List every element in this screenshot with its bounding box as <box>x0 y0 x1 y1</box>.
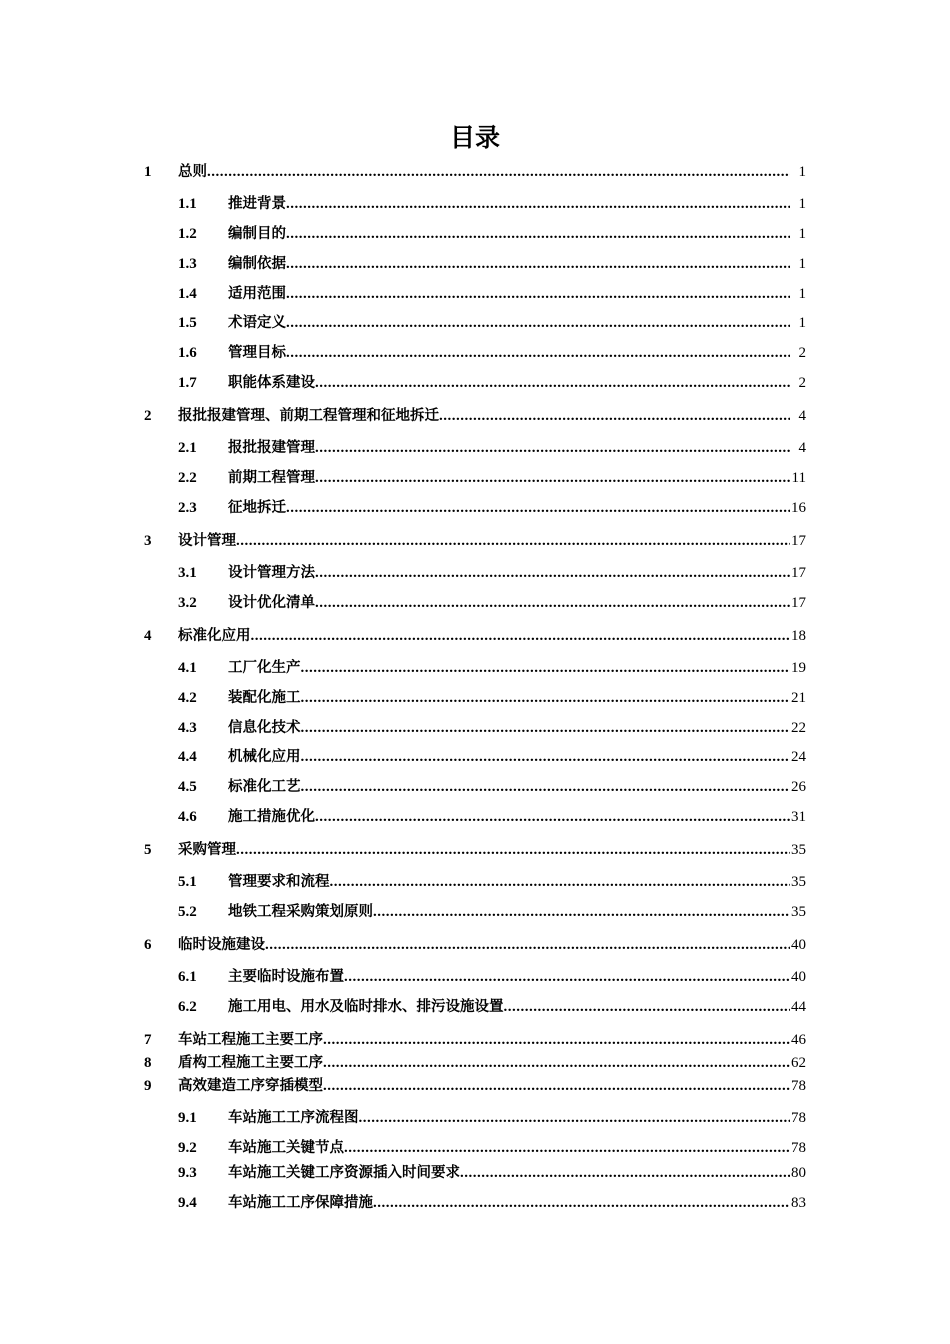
toc-entry-number: 4.1 <box>178 660 197 676</box>
toc-entry-title: 信息化技术 <box>228 720 301 736</box>
toc-entry-title: 适用范围 <box>228 286 286 302</box>
toc-leader-dots <box>439 405 790 427</box>
toc-entry-number: 1.1 <box>178 196 197 212</box>
toc-entry[interactable] <box>0 405 950 427</box>
toc-entry-number: 4.6 <box>178 809 197 825</box>
toc-leader-dots <box>286 223 790 245</box>
toc-entry-number: 1.7 <box>178 375 197 391</box>
toc-entry-number: 2 <box>144 408 152 424</box>
toc-entry-number: 3.1 <box>178 565 197 581</box>
toc-entry-title: 总则 <box>178 164 207 180</box>
toc-entry-page: 31 <box>791 809 806 825</box>
toc-entry[interactable] <box>0 806 950 828</box>
toc-entry-page: 83 <box>791 1195 806 1211</box>
toc-entry[interactable] <box>0 497 950 519</box>
toc-entry-page: 35 <box>791 904 806 920</box>
toc-entry-page: 2 <box>798 345 806 361</box>
toc-leader-dots <box>504 996 791 1018</box>
toc-entry-page: 78 <box>791 1140 806 1156</box>
toc-entry[interactable] <box>0 966 950 988</box>
toc-entry[interactable] <box>0 592 950 614</box>
toc-entry-number: 3.2 <box>178 595 197 611</box>
toc-entry[interactable] <box>0 1075 950 1097</box>
toc-entry-title: 标准化工艺 <box>228 779 301 795</box>
toc-entry-page: 17 <box>791 565 806 581</box>
toc-entry[interactable] <box>0 193 950 215</box>
toc-leader-dots <box>373 901 790 923</box>
toc-entry-page: 17 <box>791 595 806 611</box>
toc-leader-dots <box>359 1107 791 1129</box>
toc-entry[interactable] <box>0 1029 950 1051</box>
toc-entry-title: 报批报建管理、前期工程管理和征地拆迁 <box>178 408 439 424</box>
toc-leader-dots <box>286 342 790 364</box>
toc-entry-page: 35 <box>791 874 806 890</box>
toc-entry-number: 4.4 <box>178 749 197 765</box>
toc-leader-dots <box>301 717 791 739</box>
toc-entry-page: 1 <box>798 286 806 302</box>
toc-entry-number: 3 <box>144 533 152 549</box>
toc-entry-page: 26 <box>791 779 806 795</box>
toc-entry-number: 4.3 <box>178 720 197 736</box>
toc-entry-page: 24 <box>791 749 806 765</box>
toc-entry-title: 车站施工工序保障措施 <box>228 1195 373 1211</box>
toc-entry-number: 4.2 <box>178 690 197 706</box>
toc-entry-title: 机械化应用 <box>228 749 301 765</box>
toc-entry-page: 78 <box>791 1110 806 1126</box>
toc-entry-title: 管理目标 <box>228 345 286 361</box>
toc-leader-dots <box>315 437 790 459</box>
toc-entry-number: 9.2 <box>178 1140 197 1156</box>
toc-leader-dots <box>286 283 790 305</box>
toc-entry-title: 高效建造工序穿插模型 <box>178 1078 323 1094</box>
toc-entry[interactable] <box>0 871 950 893</box>
toc-entry-page: 19 <box>791 660 806 676</box>
toc-entry-page: 80 <box>791 1165 806 1181</box>
toc-entry-number: 6.2 <box>178 999 197 1015</box>
toc-entry-title: 报批报建管理 <box>228 440 315 456</box>
toc-leader-dots <box>207 161 790 183</box>
toc-entry[interactable] <box>0 996 950 1018</box>
toc-entry-title: 地铁工程采购策划原则 <box>228 904 373 920</box>
toc-leader-dots <box>265 934 790 956</box>
toc-entry[interactable] <box>0 687 950 709</box>
toc-entry-page: 22 <box>791 720 806 736</box>
toc-entry-number: 7 <box>144 1032 152 1048</box>
toc-leader-dots <box>460 1162 790 1184</box>
toc-entry-number: 1.5 <box>178 315 197 331</box>
toc-entry-number: 2.3 <box>178 500 197 516</box>
toc-leader-dots <box>236 530 790 552</box>
toc-entry[interactable] <box>0 562 950 584</box>
toc-leader-dots <box>286 497 790 519</box>
toc-entry-title: 盾构工程施工主要工序 <box>178 1055 323 1071</box>
toc-leader-dots <box>315 562 790 584</box>
toc-entry-title: 设计管理方法 <box>228 565 315 581</box>
toc-entry[interactable] <box>0 530 950 552</box>
toc-entry-page: 16 <box>791 500 806 516</box>
toc-entry-number: 1 <box>144 164 152 180</box>
toc-entry-page: 40 <box>791 969 806 985</box>
toc-entry[interactable] <box>0 1162 950 1184</box>
toc-entry-title: 术语定义 <box>228 315 286 331</box>
toc-entry-title: 管理要求和流程 <box>228 874 330 890</box>
toc-entry[interactable] <box>0 372 950 394</box>
toc-entry[interactable] <box>0 746 950 768</box>
toc-entry-number: 6.1 <box>178 969 197 985</box>
toc-leader-dots <box>323 1075 790 1097</box>
toc-entry[interactable] <box>0 839 950 861</box>
toc-leader-dots <box>315 592 790 614</box>
toc-entry[interactable] <box>0 657 950 679</box>
toc-entry-number: 2.1 <box>178 440 197 456</box>
toc-entry-page: 17 <box>791 533 806 549</box>
toc-entry-title: 主要临时设施布置 <box>228 969 344 985</box>
toc-entry-page: 62 <box>791 1055 806 1071</box>
toc-leader-dots <box>315 467 790 489</box>
toc-entry-number: 6 <box>144 937 152 953</box>
toc-entry-page: 4 <box>798 408 806 424</box>
toc-leader-dots <box>286 193 790 215</box>
toc-entry-number: 2.2 <box>178 470 197 486</box>
toc-leader-dots <box>330 871 791 893</box>
toc-entry-page: 21 <box>791 690 806 706</box>
toc-leader-dots <box>323 1029 790 1051</box>
toc-entry-title: 推进背景 <box>228 196 286 212</box>
toc-entry[interactable] <box>0 342 950 364</box>
toc-entry-page: 35 <box>791 842 806 858</box>
toc-entry-number: 9.3 <box>178 1165 197 1181</box>
toc-leader-dots <box>286 253 790 275</box>
toc-entry-number: 1.3 <box>178 256 197 272</box>
toc-entry-page: 1 <box>798 196 806 212</box>
toc-entry[interactable] <box>0 253 950 275</box>
toc-entry-number: 8 <box>144 1055 152 1071</box>
toc-entry[interactable] <box>0 934 950 956</box>
toc-entry-title: 前期工程管理 <box>228 470 315 486</box>
toc-leader-dots <box>323 1052 790 1074</box>
toc-entry-number: 9 <box>144 1078 152 1094</box>
toc-entry-title: 施工措施优化 <box>228 809 315 825</box>
toc-entry-number: 5.2 <box>178 904 197 920</box>
toc-leader-dots <box>344 1137 790 1159</box>
toc-leader-dots <box>301 657 791 679</box>
toc-entry-title: 车站施工关键工序资源插入时间要求 <box>228 1165 460 1181</box>
toc-entry-page: 18 <box>791 628 806 644</box>
toc-entry-title: 采购管理 <box>178 842 236 858</box>
toc-entry-number: 9.4 <box>178 1195 197 1211</box>
toc-entry[interactable] <box>0 1052 950 1074</box>
toc-entry-title: 车站施工关键节点 <box>228 1140 344 1156</box>
toc-leader-dots <box>315 372 790 394</box>
toc-entry-number: 4.5 <box>178 779 197 795</box>
toc-entry[interactable] <box>0 437 950 459</box>
toc-entry-page: 1 <box>798 315 806 331</box>
toc-leader-dots <box>301 687 791 709</box>
toc-entry-page: 78 <box>791 1078 806 1094</box>
toc-leader-dots <box>286 312 790 334</box>
toc-entry[interactable] <box>0 901 950 923</box>
toc-leader-dots <box>315 806 790 828</box>
toc-leader-dots <box>344 966 790 988</box>
toc-entry-title: 标准化应用 <box>178 628 251 644</box>
toc-leader-dots <box>251 625 791 647</box>
toc-entry-title: 车站工程施工主要工序 <box>178 1032 323 1048</box>
toc-entry[interactable] <box>0 625 950 647</box>
toc-leader-dots <box>236 839 790 861</box>
toc-entry-number: 1.4 <box>178 286 197 302</box>
toc-entry-number: 5 <box>144 842 152 858</box>
toc-entry-number: 4 <box>144 628 152 644</box>
toc-entry-number: 5.1 <box>178 874 197 890</box>
toc-entry-title: 征地拆迁 <box>228 500 286 516</box>
toc-entry[interactable] <box>0 1107 950 1129</box>
toc-entry-title: 工厂化生产 <box>228 660 301 676</box>
toc-entry-page: 1 <box>798 256 806 272</box>
toc-entry-number: 9.1 <box>178 1110 197 1126</box>
toc-entry[interactable] <box>0 312 950 334</box>
toc-entry[interactable] <box>0 776 950 798</box>
toc-entry-title: 编制依据 <box>228 256 286 272</box>
toc-entry-page: 44 <box>791 999 806 1015</box>
toc-entry[interactable] <box>0 161 950 183</box>
toc-entry-page: 1 <box>798 226 806 242</box>
toc-leader-dots <box>301 776 791 798</box>
toc-entry-title: 施工用电、用水及临时排水、排污设施设置 <box>228 999 504 1015</box>
toc-entry[interactable] <box>0 1192 950 1214</box>
toc-entry-title: 职能体系建设 <box>228 375 315 391</box>
toc-entry-title: 设计管理 <box>178 533 236 549</box>
toc-entry[interactable] <box>0 467 950 489</box>
toc-entry-page: 46 <box>791 1032 806 1048</box>
toc-entry-title: 装配化施工 <box>228 690 301 706</box>
toc-entry-number: 1.6 <box>178 345 197 361</box>
toc-entry-title: 临时设施建设 <box>178 937 265 953</box>
toc-title: 目录 <box>449 123 500 152</box>
toc-entry-page: 11 <box>791 470 806 486</box>
toc-entry[interactable] <box>0 283 950 305</box>
toc-entry-title: 设计优化清单 <box>228 595 315 611</box>
toc-entry-page: 1 <box>798 164 806 180</box>
toc-entry-title: 车站施工工序流程图 <box>228 1110 359 1126</box>
toc-entry-title: 编制目的 <box>228 226 286 242</box>
toc-leader-dots <box>373 1192 790 1214</box>
toc-entry-page: 2 <box>798 375 806 391</box>
toc-entry-number: 1.2 <box>178 226 197 242</box>
toc-entry[interactable] <box>0 717 950 739</box>
toc-entry-page: 40 <box>791 937 806 953</box>
toc-entry[interactable] <box>0 1137 950 1159</box>
toc-leader-dots <box>301 746 791 768</box>
toc-entry-page: 4 <box>798 440 806 456</box>
toc-entry[interactable] <box>0 223 950 245</box>
